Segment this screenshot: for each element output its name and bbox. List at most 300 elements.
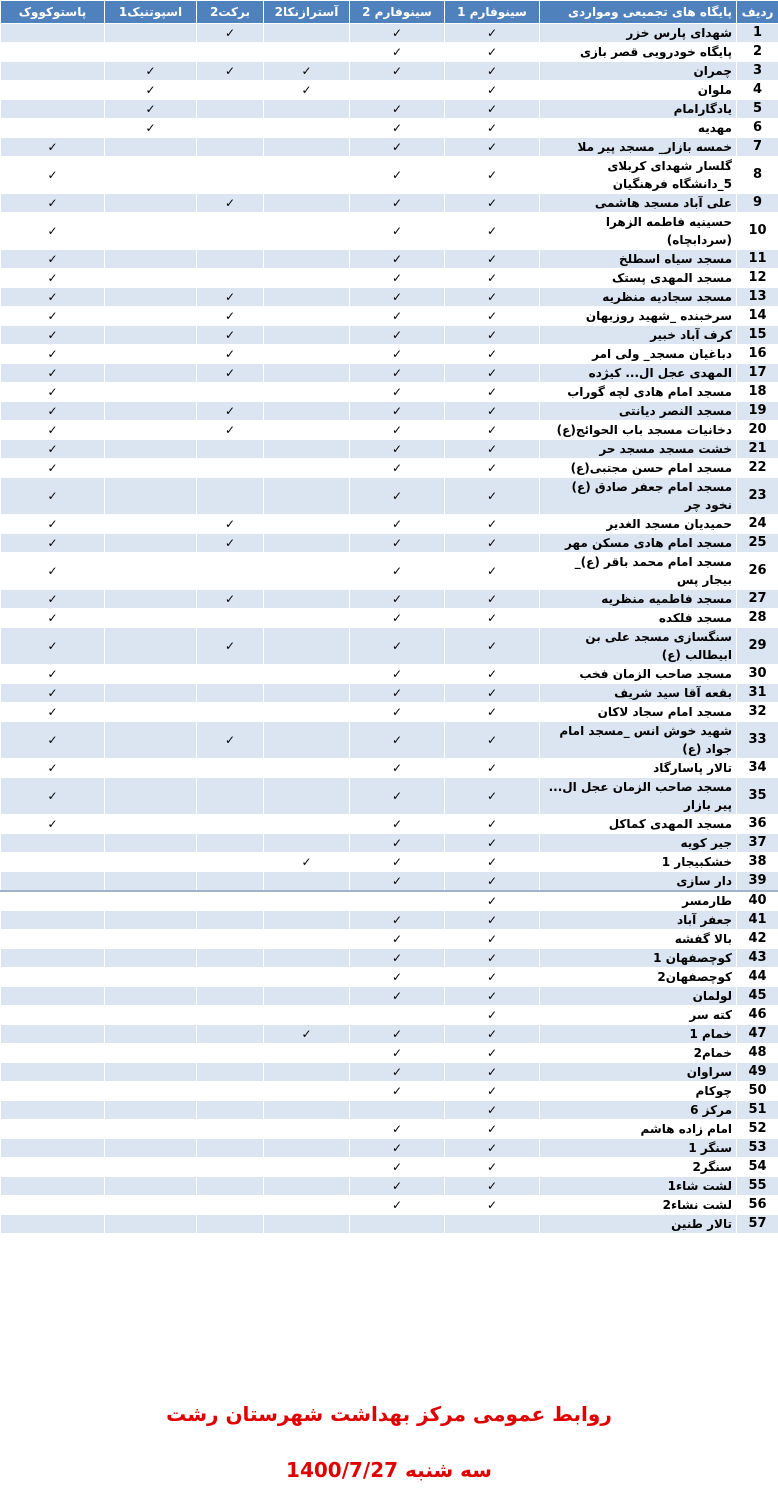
table-row <box>1 1006 778 1025</box>
row-number: 51 <box>737 1101 778 1120</box>
empty-cell <box>264 911 350 930</box>
row-number: 4 <box>737 81 778 100</box>
empty-cell <box>264 1063 350 1082</box>
empty-cell <box>264 459 350 478</box>
checkmark-icon: ✓ <box>350 157 445 194</box>
table-row <box>1 1177 778 1196</box>
empty-cell <box>105 778 197 815</box>
table-row <box>1 24 778 43</box>
empty-cell <box>197 1006 264 1025</box>
checkmark-icon: ✓ <box>350 1120 445 1139</box>
row-number: 42 <box>737 930 778 949</box>
checkmark-icon: ✓ <box>1 364 105 383</box>
table-row <box>1 1196 778 1215</box>
empty-cell <box>264 1082 350 1101</box>
checkmark-icon: ✓ <box>445 1196 540 1215</box>
row-number: 6 <box>737 119 778 138</box>
empty-cell <box>197 1215 264 1234</box>
empty-cell <box>105 684 197 703</box>
empty-cell <box>197 440 264 459</box>
site-name: المهدی عجل ال... کیژده <box>540 364 737 383</box>
empty-cell <box>105 440 197 459</box>
table-row <box>1 759 778 778</box>
table-row <box>1 590 778 609</box>
empty-cell <box>105 759 197 778</box>
empty-cell <box>197 250 264 269</box>
site-name: یادگارامام <box>540 100 737 119</box>
empty-cell <box>105 853 197 872</box>
checkmark-icon: ✓ <box>350 515 445 534</box>
checkmark-icon: ✓ <box>350 609 445 628</box>
table-row <box>1 891 778 911</box>
empty-cell <box>264 722 350 759</box>
empty-cell <box>264 250 350 269</box>
empty-cell <box>105 1120 197 1139</box>
checkmark-icon: ✓ <box>445 288 540 307</box>
checkmark-icon: ✓ <box>197 288 264 307</box>
header-pastocovac: پاستوکووک <box>1 1 105 24</box>
checkmark-icon: ✓ <box>445 968 540 987</box>
site-name: خشکبیجار 1 <box>540 853 737 872</box>
empty-cell <box>1 930 105 949</box>
checkmark-icon: ✓ <box>350 968 445 987</box>
empty-cell <box>105 364 197 383</box>
empty-cell <box>264 157 350 194</box>
checkmark-icon: ✓ <box>1 515 105 534</box>
checkmark-icon: ✓ <box>350 478 445 515</box>
checkmark-icon: ✓ <box>1 383 105 402</box>
checkmark-icon: ✓ <box>1 478 105 515</box>
footer-date: سه شنبه 1400/7/27 <box>286 1458 492 1482</box>
checkmark-icon: ✓ <box>445 1177 540 1196</box>
row-number: 15 <box>737 326 778 345</box>
empty-cell <box>105 1215 197 1234</box>
checkmark-icon: ✓ <box>445 987 540 1006</box>
checkmark-icon: ✓ <box>350 759 445 778</box>
site-name: مسجد امام حسن مجتبی(ع) <box>540 459 737 478</box>
empty-cell <box>197 1139 264 1158</box>
header-sinopharm-2: سینوفارم 2 <box>350 1 445 24</box>
table-row <box>1 62 778 81</box>
checkmark-icon: ✓ <box>350 213 445 250</box>
empty-cell <box>105 1158 197 1177</box>
checkmark-icon: ✓ <box>350 402 445 421</box>
empty-cell <box>197 478 264 515</box>
empty-cell <box>105 703 197 722</box>
checkmark-icon: ✓ <box>350 326 445 345</box>
row-number: 25 <box>737 534 778 553</box>
empty-cell <box>1 119 105 138</box>
table-row <box>1 383 778 402</box>
empty-cell <box>105 891 197 911</box>
row-number: 7 <box>737 138 778 157</box>
empty-cell <box>105 24 197 43</box>
empty-cell <box>1 1120 105 1139</box>
row-number: 26 <box>737 553 778 590</box>
checkmark-icon: ✓ <box>445 553 540 590</box>
checkmark-icon: ✓ <box>350 1082 445 1101</box>
empty-cell <box>264 402 350 421</box>
header-barekat-2: برکت2 <box>197 1 264 24</box>
row-number: 30 <box>737 665 778 684</box>
checkmark-icon: ✓ <box>445 402 540 421</box>
empty-cell <box>264 515 350 534</box>
empty-cell <box>350 1101 445 1120</box>
checkmark-icon: ✓ <box>445 628 540 665</box>
empty-cell <box>1 43 105 62</box>
empty-cell <box>264 326 350 345</box>
table-row <box>1 1101 778 1120</box>
checkmark-icon: ✓ <box>1 307 105 326</box>
table-row <box>1 778 778 815</box>
row-number: 11 <box>737 250 778 269</box>
empty-cell <box>264 421 350 440</box>
empty-cell <box>197 930 264 949</box>
checkmark-icon: ✓ <box>197 421 264 440</box>
table-row <box>1 553 778 590</box>
checkmark-icon: ✓ <box>1 402 105 421</box>
table-row <box>1 478 778 515</box>
empty-cell <box>197 834 264 853</box>
empty-cell <box>105 1139 197 1158</box>
empty-cell <box>197 1044 264 1063</box>
empty-cell <box>197 853 264 872</box>
empty-cell <box>1 62 105 81</box>
empty-cell <box>105 213 197 250</box>
table-row <box>1 213 778 250</box>
empty-cell <box>105 307 197 326</box>
empty-cell <box>105 1025 197 1044</box>
empty-cell <box>264 43 350 62</box>
row-number: 28 <box>737 609 778 628</box>
checkmark-icon: ✓ <box>350 872 445 892</box>
empty-cell <box>264 194 350 213</box>
empty-cell <box>1 1158 105 1177</box>
empty-cell <box>105 138 197 157</box>
header-astrazeneca-2: آسترازنکا2 <box>264 1 350 24</box>
empty-cell <box>1 1063 105 1082</box>
checkmark-icon: ✓ <box>445 1044 540 1063</box>
empty-cell <box>197 553 264 590</box>
empty-cell <box>197 1158 264 1177</box>
checkmark-icon: ✓ <box>445 213 540 250</box>
empty-cell <box>105 43 197 62</box>
row-number: 31 <box>737 684 778 703</box>
empty-cell <box>264 1120 350 1139</box>
empty-cell <box>350 891 445 911</box>
empty-cell <box>105 628 197 665</box>
empty-cell <box>105 250 197 269</box>
checkmark-icon: ✓ <box>350 194 445 213</box>
empty-cell <box>264 383 350 402</box>
checkmark-icon: ✓ <box>445 43 540 62</box>
row-number: 49 <box>737 1063 778 1082</box>
site-name: مسجد المهدی پستک <box>540 269 737 288</box>
checkmark-icon: ✓ <box>1 684 105 703</box>
table-row <box>1 194 778 213</box>
empty-cell <box>264 987 350 1006</box>
row-number: 29 <box>737 628 778 665</box>
empty-cell <box>105 609 197 628</box>
checkmark-icon: ✓ <box>197 194 264 213</box>
empty-cell <box>105 1006 197 1025</box>
table-row <box>1 119 778 138</box>
checkmark-icon: ✓ <box>197 515 264 534</box>
checkmark-icon: ✓ <box>445 1025 540 1044</box>
empty-cell <box>1 1006 105 1025</box>
checkmark-icon: ✓ <box>445 24 540 43</box>
row-number: 27 <box>737 590 778 609</box>
row-number: 47 <box>737 1025 778 1044</box>
checkmark-icon: ✓ <box>350 930 445 949</box>
empty-cell <box>197 138 264 157</box>
row-number: 54 <box>737 1158 778 1177</box>
empty-cell <box>105 194 197 213</box>
footer-title: روابط عمومی مرکز بهداشت شهرستان رشت <box>166 1402 612 1426</box>
empty-cell <box>1 100 105 119</box>
row-number: 21 <box>737 440 778 459</box>
empty-cell <box>197 1063 264 1082</box>
checkmark-icon: ✓ <box>1 157 105 194</box>
empty-cell <box>264 307 350 326</box>
checkmark-icon: ✓ <box>1 250 105 269</box>
empty-cell <box>1 1215 105 1234</box>
site-name: مسجد سیاه اسطلخ <box>540 250 737 269</box>
empty-cell <box>105 590 197 609</box>
checkmark-icon: ✓ <box>1 138 105 157</box>
checkmark-icon: ✓ <box>445 62 540 81</box>
site-name: سرخبنده _شهید روزبهان <box>540 307 737 326</box>
site-name: لشت شاء1 <box>540 1177 737 1196</box>
checkmark-icon: ✓ <box>197 62 264 81</box>
empty-cell <box>197 157 264 194</box>
row-number: 39 <box>737 872 778 892</box>
checkmark-icon: ✓ <box>350 665 445 684</box>
checkmark-icon: ✓ <box>445 383 540 402</box>
checkmark-icon: ✓ <box>350 1063 445 1082</box>
site-name: مسجد المهدی کماکل <box>540 815 737 834</box>
checkmark-icon: ✓ <box>350 628 445 665</box>
empty-cell <box>197 665 264 684</box>
empty-cell <box>264 213 350 250</box>
checkmark-icon: ✓ <box>445 1063 540 1082</box>
empty-cell <box>264 872 350 892</box>
row-number: 40 <box>737 891 778 911</box>
checkmark-icon: ✓ <box>350 911 445 930</box>
checkmark-icon: ✓ <box>1 778 105 815</box>
empty-cell <box>264 100 350 119</box>
table-row <box>1 459 778 478</box>
site-name: دخانیات مسجد باب الحوائج(ع) <box>540 421 737 440</box>
row-number: 53 <box>737 1139 778 1158</box>
empty-cell <box>197 1101 264 1120</box>
row-number: 16 <box>737 345 778 364</box>
checkmark-icon: ✓ <box>445 703 540 722</box>
empty-cell <box>197 609 264 628</box>
site-name: حسینیه فاطمه الزهرا (سردابچاه) <box>540 213 737 250</box>
checkmark-icon: ✓ <box>350 440 445 459</box>
empty-cell <box>264 834 350 853</box>
checkmark-icon: ✓ <box>350 383 445 402</box>
site-name: خشت مسجد مسجد حر <box>540 440 737 459</box>
site-name: سنگر 1 <box>540 1139 737 1158</box>
empty-cell <box>264 590 350 609</box>
checkmark-icon: ✓ <box>445 834 540 853</box>
site-name: مسجد فاطمیه منظریه <box>540 590 737 609</box>
empty-cell <box>350 1006 445 1025</box>
row-number: 55 <box>737 1177 778 1196</box>
empty-cell <box>264 138 350 157</box>
empty-cell <box>1 891 105 911</box>
empty-cell <box>264 1215 350 1234</box>
checkmark-icon: ✓ <box>350 43 445 62</box>
checkmark-icon: ✓ <box>197 345 264 364</box>
empty-cell <box>105 383 197 402</box>
empty-cell <box>105 987 197 1006</box>
checkmark-icon: ✓ <box>445 194 540 213</box>
table-row <box>1 138 778 157</box>
checkmark-icon: ✓ <box>445 138 540 157</box>
checkmark-icon: ✓ <box>445 269 540 288</box>
checkmark-icon: ✓ <box>1 288 105 307</box>
table-row <box>1 987 778 1006</box>
checkmark-icon: ✓ <box>445 250 540 269</box>
site-name: مسجد سجادیه منظریه <box>540 288 737 307</box>
checkmark-icon: ✓ <box>350 834 445 853</box>
checkmark-icon: ✓ <box>445 759 540 778</box>
checkmark-icon: ✓ <box>1 421 105 440</box>
checkmark-icon: ✓ <box>445 872 540 892</box>
table-row <box>1 288 778 307</box>
row-number: 52 <box>737 1120 778 1139</box>
checkmark-icon: ✓ <box>445 815 540 834</box>
checkmark-icon: ✓ <box>1 590 105 609</box>
empty-cell <box>105 288 197 307</box>
checkmark-icon: ✓ <box>350 24 445 43</box>
empty-cell <box>197 1177 264 1196</box>
checkmark-icon: ✓ <box>105 119 197 138</box>
site-name: گلسار شهدای کربلای 5_دانشگاه فرهنگیان <box>540 157 737 194</box>
site-name: بقعه آقا سید شریف <box>540 684 737 703</box>
site-name: مسجد النصر دیانتی <box>540 402 737 421</box>
checkmark-icon: ✓ <box>350 307 445 326</box>
checkmark-icon: ✓ <box>445 590 540 609</box>
checkmark-icon: ✓ <box>264 1025 350 1044</box>
site-name: دباغیان مسجد_ ولی امر <box>540 345 737 364</box>
empty-cell <box>105 326 197 345</box>
checkmark-icon: ✓ <box>350 1025 445 1044</box>
table-row <box>1 684 778 703</box>
checkmark-icon: ✓ <box>350 250 445 269</box>
empty-cell <box>105 1196 197 1215</box>
site-name: تالار پاسارگاد <box>540 759 737 778</box>
site-name: کته سر <box>540 1006 737 1025</box>
empty-cell <box>105 421 197 440</box>
checkmark-icon: ✓ <box>1 609 105 628</box>
empty-cell <box>1 853 105 872</box>
empty-cell <box>105 459 197 478</box>
checkmark-icon: ✓ <box>445 722 540 759</box>
checkmark-icon: ✓ <box>350 553 445 590</box>
empty-cell <box>1 1101 105 1120</box>
site-name: لشت نشاء2 <box>540 1196 737 1215</box>
table-row <box>1 81 778 100</box>
empty-cell <box>105 1082 197 1101</box>
checkmark-icon: ✓ <box>445 684 540 703</box>
table-row <box>1 421 778 440</box>
checkmark-icon: ✓ <box>197 364 264 383</box>
site-name: مسجد امام هادی مسکن مهر <box>540 534 737 553</box>
checkmark-icon: ✓ <box>264 81 350 100</box>
checkmark-icon: ✓ <box>445 157 540 194</box>
checkmark-icon: ✓ <box>445 1101 540 1120</box>
empty-cell <box>264 440 350 459</box>
checkmark-icon: ✓ <box>350 421 445 440</box>
checkmark-icon: ✓ <box>445 853 540 872</box>
table-row <box>1 930 778 949</box>
checkmark-icon: ✓ <box>1 213 105 250</box>
table-row <box>1 834 778 853</box>
empty-cell <box>197 459 264 478</box>
empty-cell <box>105 872 197 892</box>
checkmark-icon: ✓ <box>350 269 445 288</box>
empty-cell <box>264 949 350 968</box>
checkmark-icon: ✓ <box>350 722 445 759</box>
empty-cell <box>1 872 105 892</box>
checkmark-icon: ✓ <box>350 1177 445 1196</box>
checkmark-icon: ✓ <box>445 609 540 628</box>
row-number: 1 <box>737 24 778 43</box>
row-number: 14 <box>737 307 778 326</box>
site-name: ملوان <box>540 81 737 100</box>
site-name: خمام 1 <box>540 1025 737 1044</box>
empty-cell <box>197 815 264 834</box>
table-row <box>1 1044 778 1063</box>
site-name: چمران <box>540 62 737 81</box>
checkmark-icon: ✓ <box>1 759 105 778</box>
checkmark-icon: ✓ <box>350 987 445 1006</box>
empty-cell <box>264 891 350 911</box>
checkmark-icon: ✓ <box>1 665 105 684</box>
site-name: جیر کویه <box>540 834 737 853</box>
row-number: 22 <box>737 459 778 478</box>
empty-cell <box>105 269 197 288</box>
checkmark-icon: ✓ <box>1 269 105 288</box>
site-name: لولمان <box>540 987 737 1006</box>
site-name: علی آباد مسجد هاشمی <box>540 194 737 213</box>
checkmark-icon: ✓ <box>350 100 445 119</box>
checkmark-icon: ✓ <box>445 1139 540 1158</box>
table-row <box>1 534 778 553</box>
checkmark-icon: ✓ <box>1 194 105 213</box>
checkmark-icon: ✓ <box>445 100 540 119</box>
table-row <box>1 911 778 930</box>
checkmark-icon: ✓ <box>1 553 105 590</box>
checkmark-icon: ✓ <box>1 440 105 459</box>
checkmark-icon: ✓ <box>197 628 264 665</box>
site-name: شهدای پارس خزر <box>540 24 737 43</box>
row-number: 32 <box>737 703 778 722</box>
site-name: شهید خوش انس _مسجد امام جواد (ع) <box>540 722 737 759</box>
site-name: مسجد امام جعفر صادق (ع) نخود چر <box>540 478 737 515</box>
checkmark-icon: ✓ <box>350 1158 445 1177</box>
empty-cell <box>1 834 105 853</box>
checkmark-icon: ✓ <box>445 459 540 478</box>
table-row <box>1 872 778 892</box>
empty-cell <box>1 949 105 968</box>
checkmark-icon: ✓ <box>445 345 540 364</box>
checkmark-icon: ✓ <box>350 703 445 722</box>
